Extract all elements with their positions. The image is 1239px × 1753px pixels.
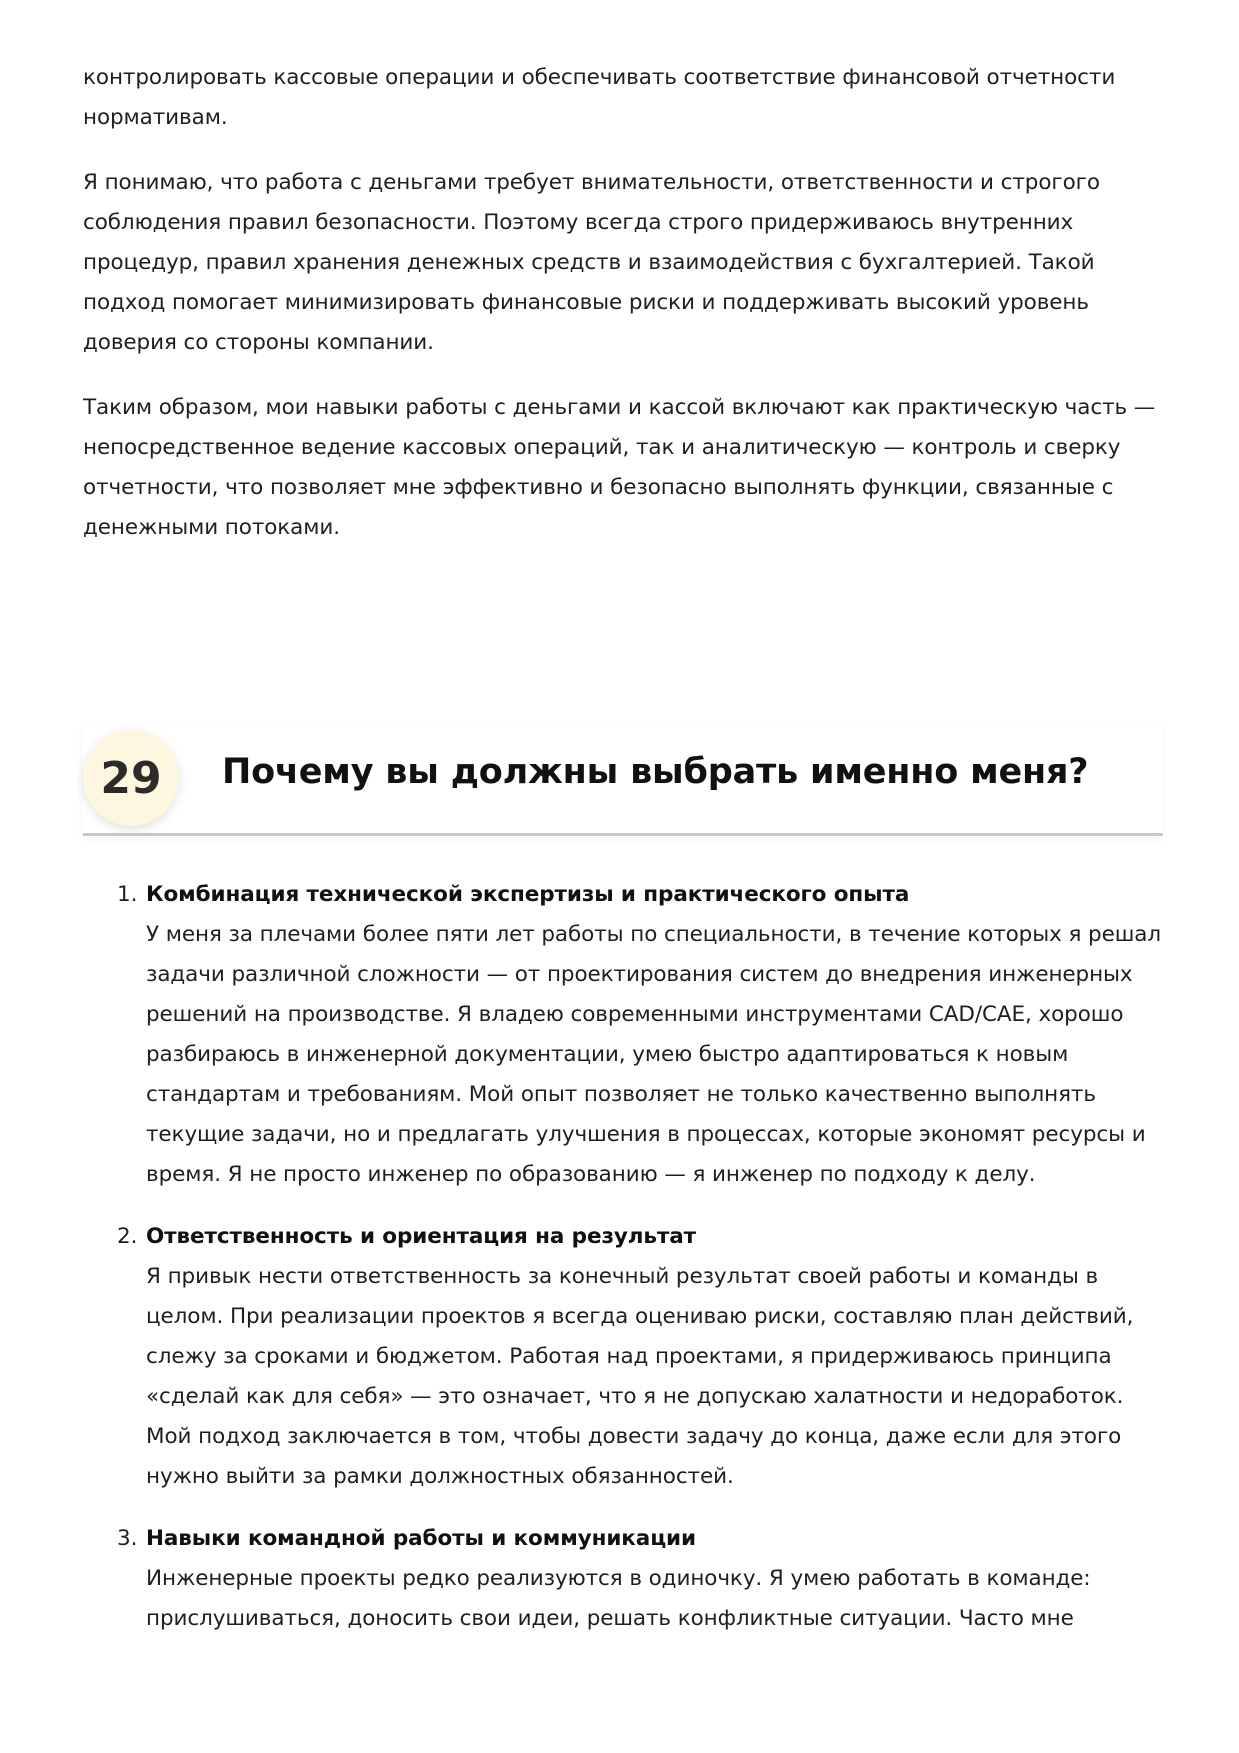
answer-title: Ответственность и ориентация на результат xyxy=(146,1224,697,1249)
answer-body: Я привык нести ответственность за конечный результат своей работы и команды в целом. При реализации проектов я всегда оцениваю риски, составляю план действий, слежу за сроками и бюджетом. Работая над проектами, я придерживаюсь принципа «сделай как для себя» — это означает, что я не допускаю халатности и недоработок. Мой подход заключается в том, чтобы довести задачу до конца, даже если для этого нужно выйти за рамки должностных обязанностей. xyxy=(146,1264,1134,1489)
question-header xyxy=(83,726,1163,836)
intro-section xyxy=(83,58,1163,573)
question-title: Почему вы должны выбрать именно меня? xyxy=(222,752,1089,792)
answer-list xyxy=(117,875,1161,1661)
answer-title: Навыки командной работы и коммуникации xyxy=(146,1526,696,1551)
answer-item xyxy=(117,1217,1161,1497)
answer-number: 1. xyxy=(117,882,138,907)
intro-paragraph: Таким образом, мои навыки работы с деньгами и кассой включают как практическую часть — непосредственное ведение кассовых операций, так и аналитическую — контроль и сверку отчетности, что позволяет мне эффективно и безопасно выполнять функции, связанные с денежными потоками. xyxy=(83,395,1156,540)
question-number-badge: 29 xyxy=(83,730,179,826)
intro-paragraph: Я понимаю, что работа с деньгами требует внимательности, ответственности и строгого соблюдения правил безопасности. Поэтому всегда строго придерживаюсь внутренних процедур, правил хранения денежных средств и взаимодействия с бухгалтерией. Такой подход помогает минимизировать финансовые риски и поддерживать высокий уровень доверия со стороны компании. xyxy=(83,170,1100,355)
answer-item xyxy=(117,875,1161,1195)
answer-number: 3. xyxy=(117,1526,138,1551)
answer-title: Комбинация технической экспертизы и практического опыта xyxy=(146,882,910,907)
answer-body: Инженерные проекты редко реализуются в одиночку. Я умею работать в команде: прислушиваться, доносить свои идеи, решать конфликтные ситуации. Часто мне xyxy=(146,1566,1091,1631)
intro-paragraph: контролировать кассовые операции и обеспечивать соответствие финансовой отчетности нормативам. xyxy=(83,65,1116,130)
answer-item xyxy=(117,1519,1161,1639)
answer-body: У меня за плечами более пяти лет работы по специальности, в течение которых я решал задачи различной сложности — от проектирования систем до внедрения инженерных решений на производстве. Я владею современными инструментами CAD/CAE, хорошо разбираюсь в инженерной документации, умею быстро адаптироваться к новым стандартам и требованиям. Мой опыт позволяет не только качественно выполнять текущие задачи, но и предлагать улучшения в процессах, которые экономят ресурсы и время. Я не просто инженер по образованию — я инженер по подходу к делу. xyxy=(146,922,1161,1187)
answer-number: 2. xyxy=(117,1224,138,1249)
